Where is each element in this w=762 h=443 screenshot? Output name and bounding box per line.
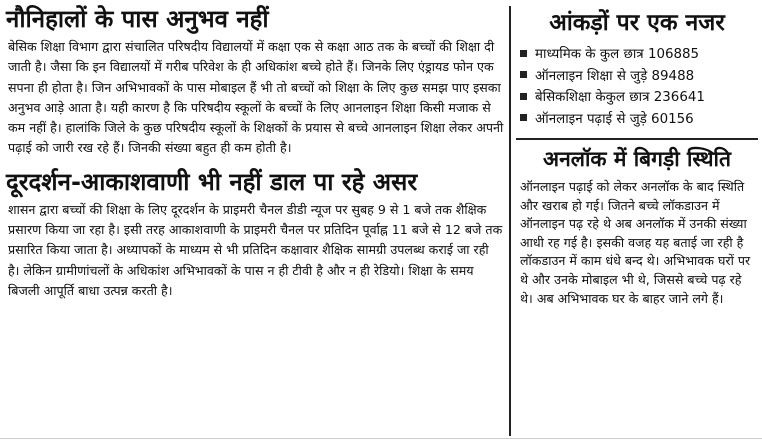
column-divider bbox=[509, 6, 511, 436]
headline-no-experience: नौनिहालों के पास अनुभव नहीं bbox=[6, 5, 269, 33]
stats-title: आंकड़ों पर एक नजर bbox=[549, 10, 725, 36]
paragraph-basic-education: बेसिक शिक्षा विभाग द्वारा संचालित परिषदीय विद्यालयों में कक्षा एक से कक्षा आठ तक के बच्चों की शिक्षा दी जाती है। जैसा कि इन विद्यालयों में गरीब परिवेश के ही अधिकांश बच्चे होते हैं। जिनके लिए एंड्रायड फोन एक सपना ही होता है। जिन अभिभावकों के पास मोबाइल हैं भी तो बच्चों को शिक्षा के लिए कुछ समझ पाए इसका अनुभव आड़े आता है। यही कारण है कि परिषदीय स्कूलों के बच्चों के लिए आनलाइन शिक्षा किसी मजाक से कम नहीं है। हालांकि जिले के कुछ परिषदीय स्कूलों के शिक्षकों के प्रयास से बच्चे आनलाइन शिक्षा लेकर अपनी पढ़ाई को जारी रख रहे हैं। जिनकी संख्या बहुत ही कम होती है। bbox=[8, 39, 504, 156]
bottom-rule bbox=[0, 438, 762, 439]
stat-text: बेसिकशिक्षा केकुल छात्र 236641 bbox=[535, 90, 705, 105]
main-article bbox=[4, 4, 504, 301]
sidebar-box bbox=[516, 4, 758, 308]
stats-list bbox=[520, 44, 758, 130]
square-bullet-icon bbox=[520, 50, 527, 57]
stat-item bbox=[520, 87, 758, 109]
square-bullet-icon bbox=[520, 71, 527, 78]
paragraph-broadcast: शासन द्वारा बच्चों की शिक्षा के लिए दूरदर्शन के प्राइमरी चैनल डीडी न्यूज पर सुबह 9 से 1 बजे तक शैक्षिक प्रसारण किया जा रहा है। इसी तरह आकाशवाणी के प्राइमरी चैनल पर प्रतिदिन पूर्वाह्न 11 बजे से 12 बजे तक प्रसारित किया जाता है। अध्यापकों के माध्यम से भी प्रतिदिन कक्षावार शैक्षिक सामग्री उपलब्ध कराई जा रही है। लेकिन ग्रामीणांचलों के अधिकांश अभिभावकों के पास न ही टीवी है और न ही रेडियो। शिक्षा के समय बिजली आपूर्ति बाधा उत्पन्न करती है। bbox=[8, 201, 503, 298]
stat-text: ऑनलाइन शिक्षा से जुड़े 89488 bbox=[535, 68, 695, 84]
square-bullet-icon bbox=[520, 114, 527, 121]
stat-text: माध्यमिक के कुल छात्र 106885 bbox=[535, 47, 700, 62]
stat-item bbox=[520, 66, 758, 88]
stat-item bbox=[520, 109, 758, 131]
headline-doordarshan-akashvani: दूरदर्शन-आकाशवाणी भी नहीं डाल पा रहे असर bbox=[6, 167, 418, 196]
square-bullet-icon bbox=[520, 93, 527, 100]
stat-item bbox=[520, 44, 758, 66]
unlock-title: अनलॉक में बिगड़ी स्थिति bbox=[543, 147, 731, 171]
section-divider bbox=[516, 138, 758, 140]
unlock-paragraph: ऑनलाइन पढ़ाई को लेकर अनलॉक के बाद स्थिति और खराब हो गई। जितने बच्चे लॉकडाउन में ऑनलाइन पढ़ रहे थे अब अनलॉक में उनकी संख्या आधी रह गई है। इसकी वजह यह बताई जा रही है लॉकडाउन में काम धंधे बन्द थे। अभिभावक घरों पर थे और उनके मोबाइल भी थे, जिससे बच्चे पढ़ रहे थे। अब अभिभावक घर के बाहर जाने लगे हैं। bbox=[520, 179, 751, 306]
stat-text: ऑनलाइन पढ़ाई से जुड़े 60156 bbox=[535, 111, 694, 127]
